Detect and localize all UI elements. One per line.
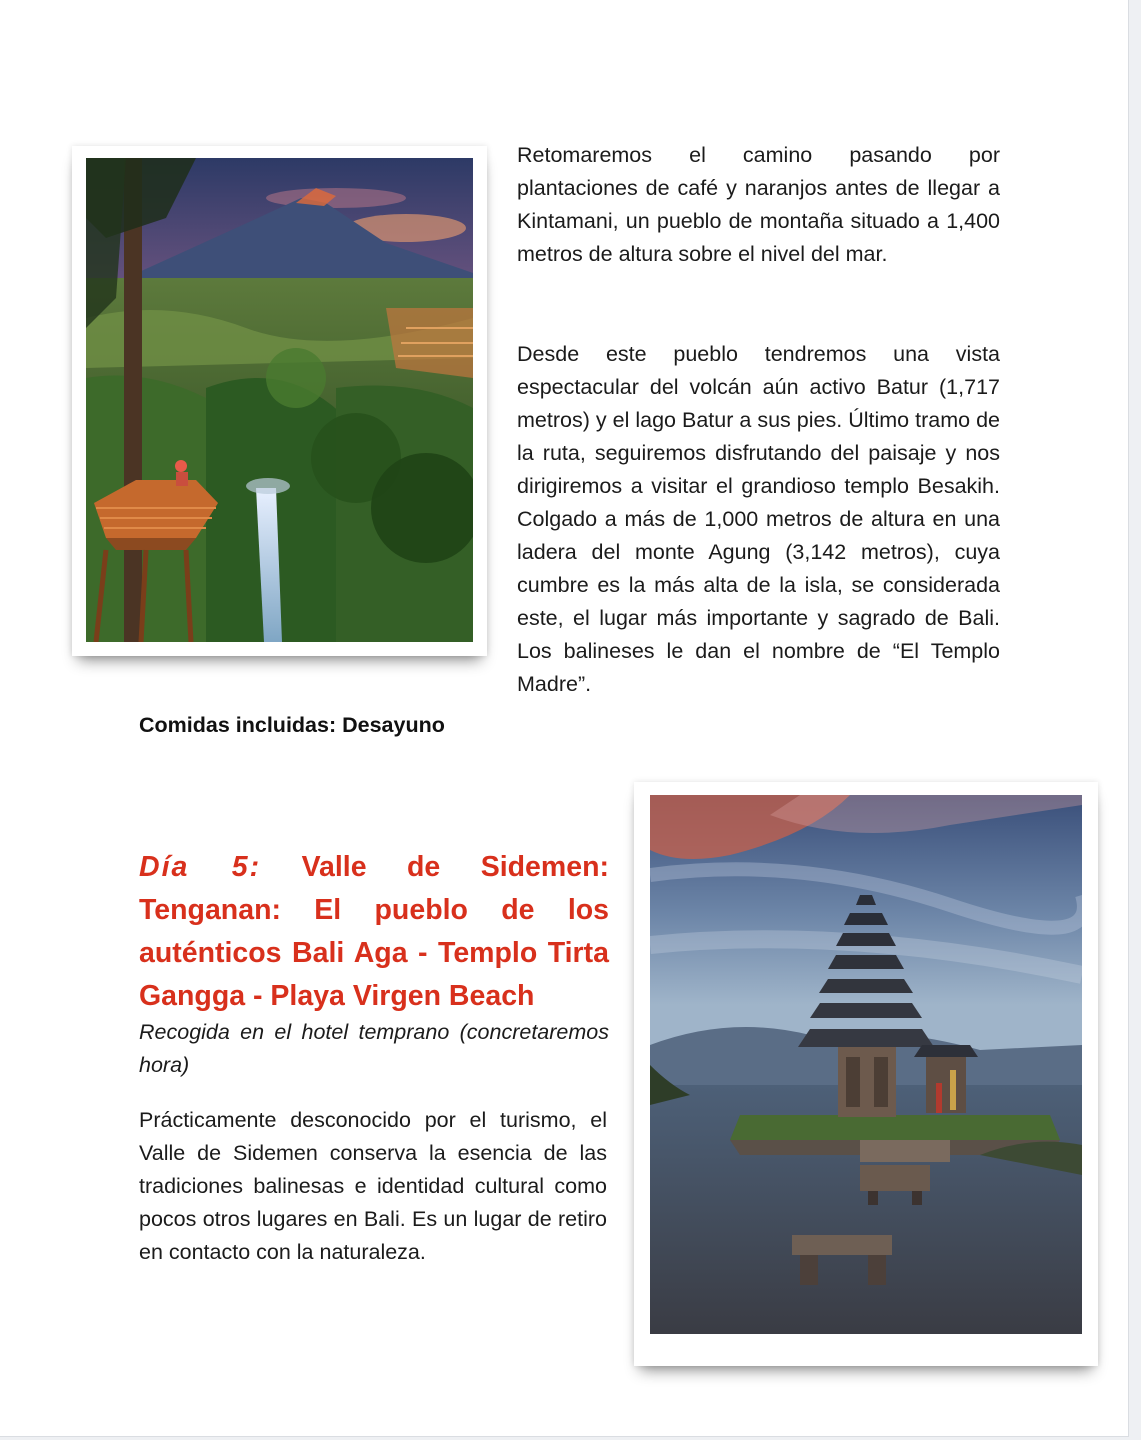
paragraph-coffee-route: Retomaremos el camino pasando por plantaciones de café y naranjos antes de llegar a Kintamani, un pueblo de montaña situado a 1,400 metros de altura sobre el nivel del mar. [517,142,1000,266]
volcano-landscape-photo [86,158,473,642]
temple-photo-frame [634,782,1098,1366]
day-5-heading [139,846,609,1018]
day-5-label: Día 5: [139,851,262,883]
volcano-photo-frame [72,146,487,656]
lake-temple-photo [650,795,1082,1334]
meals-included: Comidas incluidas: Desayuno [139,713,445,737]
paragraph-batur-besakih: Desde este pueblo tendremos una vista espectacular del volcán aún activo Batur (1,717 metros) y el lago Batur a sus pies. Último tramo de la ruta, seguiremos disfrutando del paisaje y nos dirigiremos a visitar el grandioso templo Besakih. Colgado a más de 1,000 metros de altura en una ladera del monte Agung (3,142 metros), cuya cumbre es la más alta de la isla, se considerada este, el lugar más importante y sagrado de Bali. Los balineses le dan el nombre de “El Templo Madre”. [517,341,1000,696]
pickup-note: Recogida en el hotel temprano (concretaremos hora) [139,1020,609,1077]
paragraph-sidemen: Prácticamente desconocido por el turismo, el Valle de Sidemen conserva la esencia de las tradiciones balinesas e identidad cultural como pocos otros lugares en Bali. Es un lugar de retiro en contacto con la naturaleza. [139,1107,607,1264]
day-5-title: Valle de Sidemen: Tenganan: El pueblo de los auténticos Bali Aga - Templo Tirta Gangga - Playa Virgen Beach [139,851,609,1012]
